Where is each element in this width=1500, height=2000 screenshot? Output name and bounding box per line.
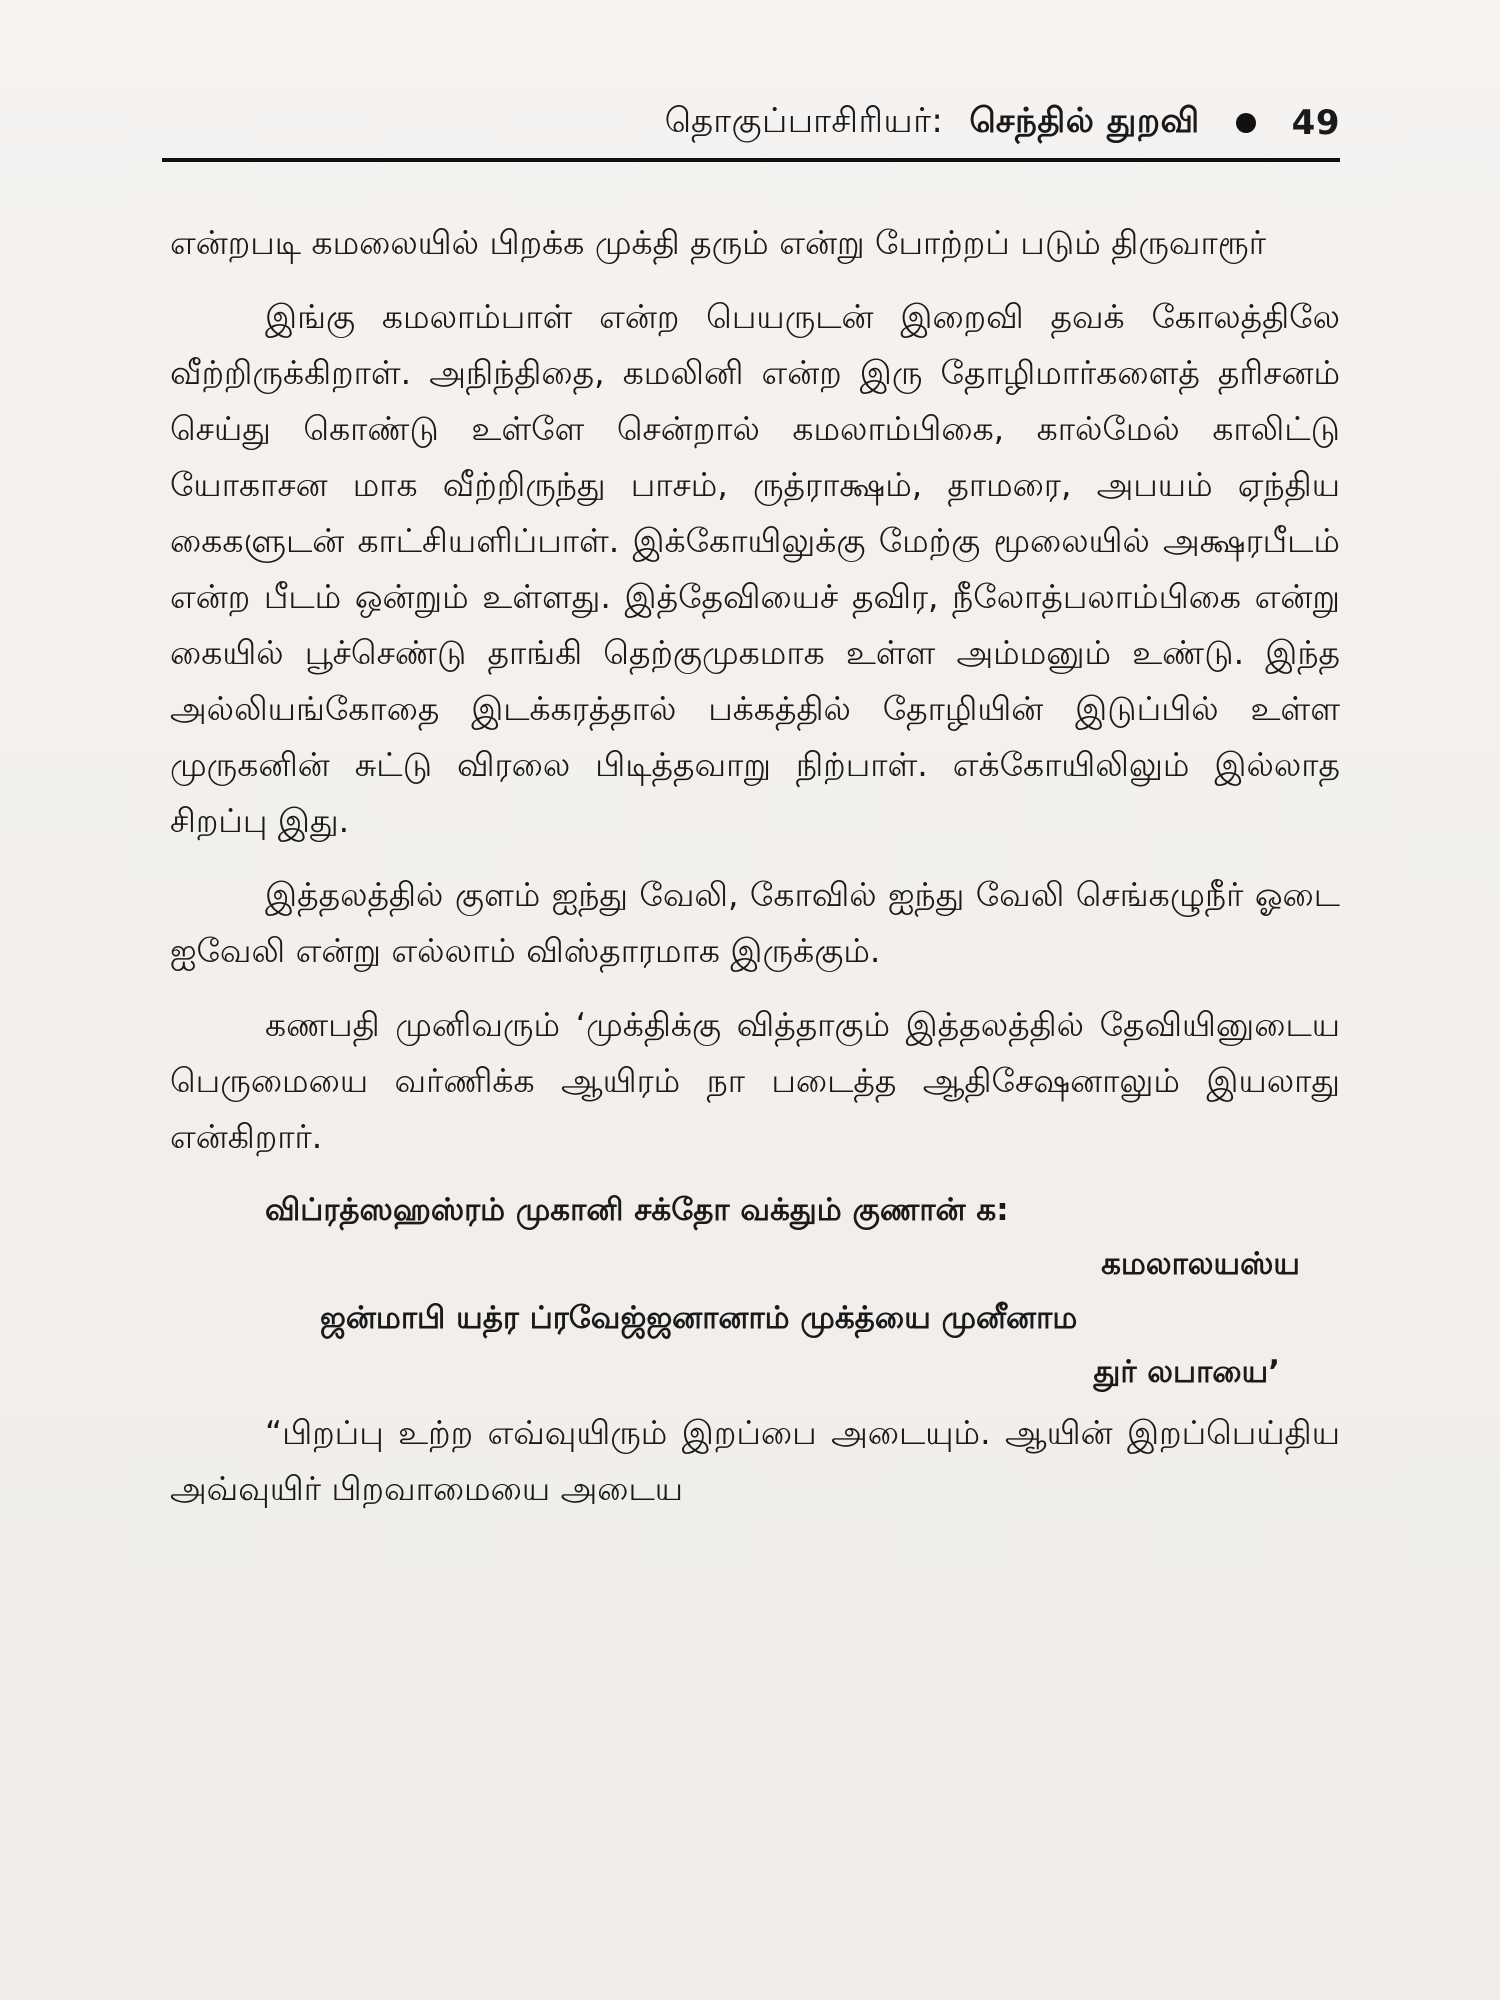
verse-line-2: கமலாலயஸ்ய [1101,1246,1300,1282]
bullet-icon [1236,113,1256,133]
author-name: செந்தில் துறவி [969,101,1200,141]
verse-line-3: ஜன்மாபி யத்ர ப்ரவேஜ்ஜனானாம் முக்த்யை முனீனாம [320,1300,1078,1336]
body-text [170,215,1340,1535]
page-number: 49 [1291,103,1340,143]
header-rule [162,158,1340,162]
paragraph-1: என்றபடி கமலையில் பிறக்க முக்தி தரும் என்று போற்றப் படும் திருவாரூர் [170,223,1266,262]
paragraph-2: இங்கு கமலாம்பாள் என்ற பெயருடன் இறைவி தவக் கோலத்திலே வீற்றிருக்கிறாள். அநிந்திதை, கமலினி என்ற இரு தோழிமார்களைத் தரிசனம் செய்து கொண்டு உள்ளே சென்றால் கமலாம்பிகை, கால்மேல் காலிட்டு யோகாசன மாக வீற்றிருந்து பாசம், ருத்ராக்ஷம், தாமரை, அபயம் ஏந்திய கைகளுடன் காட்சியளிப்பாள். இக்கோயிலுக்கு மேற்கு மூலையில் அக்ஷரபீடம் என்ற பீடம் ஒன்றும் உள்ளது. இத்தேவியைச் தவிர, நீலோத்பலாம்பிகை என்று கையில் பூச்செண்டு தாங்கி தெற்குமுகமாக உள்ள அம்மனும் உண்டு. இந்த அல்லியங்கோதை இடக்கரத்தால் பக்கத்தில் தோழியின் இடுப்பில் உள்ள முருகனின் சுட்டு விரலை பிடித்தவாறு நிற்பாள். எக்கோயிலிலும் இல்லாத சிறப்பு இது. [170,297,1340,840]
paragraph-5: “பிறப்பு உற்ற எவ்வுயிரும் இறப்பை அடையும். ஆயின் இறப்பெய்திய அவ்வுயிர் பிறவாமையை அடைய [170,1413,1340,1508]
verse-line-4: துர் லபாயை’ [1093,1354,1280,1390]
paragraph-4: கணபதி முனிவரும் ‘முக்திக்கு வித்தாகும் இத்தலத்தில் தேவியினுடைய பெருமையை வர்ணிக்க ஆயிரம் நா படைத்த ஆதிசேஷனாலும் இயலாது என்கிறார். [170,1005,1340,1156]
page-header [165,88,1340,158]
sanskrit-verse [170,1183,1340,1399]
author-label: தொகுப்பாசிரியர்: [664,101,944,141]
verse-line-1: விப்ரத்ஸஹஸ்ரம் முகானி சக்தோ வக்தும் குணான் க: [265,1192,1009,1228]
paragraph-3: இத்தலத்தில் குளம் ஐந்து வேலி, கோவில் ஐந்து வேலி செங்கழுநீர் ஓடை ஐவேலி என்று எல்லாம் விஸ்தாரமாக இருக்கும். [170,875,1340,970]
